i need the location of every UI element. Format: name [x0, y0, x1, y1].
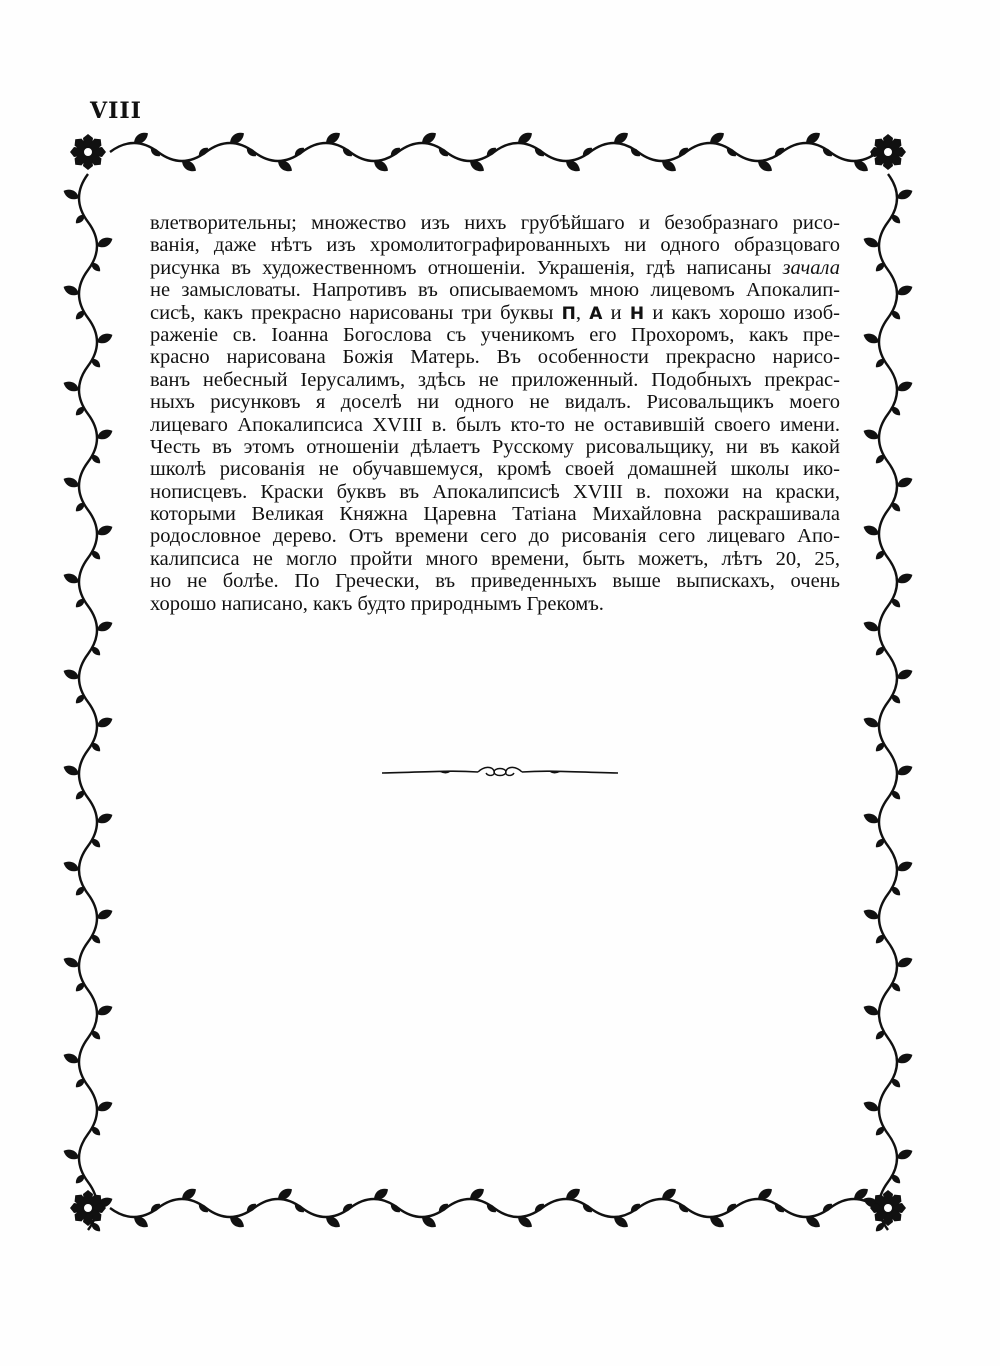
- text-segment: сисѣ, какъ прекрасно нарисованы три буквы: [150, 301, 562, 324]
- text-segment: ,: [575, 301, 590, 324]
- italic-term: зачала: [782, 256, 840, 279]
- rosette-icon: [70, 1190, 106, 1226]
- vine-stem: [879, 174, 897, 1230]
- text-segment: лицеваго Апокалипсиса XVIII в. былъ кто-то не оставившій своего имени.: [150, 413, 840, 436]
- text-line: [150, 436, 840, 458]
- text-line: [150, 481, 840, 503]
- text-line: [150, 234, 840, 256]
- text-segment: влетворительны; множество изъ нихъ грубѣйшаго и безобразнаго рисо-: [150, 212, 840, 234]
- rosette-icon: [70, 134, 106, 170]
- text-line: [150, 391, 840, 413]
- text-line: [150, 257, 840, 279]
- text-segment: но не болѣе. По Гречески, въ приведенныхъ выше выпискахъ, очень: [150, 570, 840, 593]
- text-segment: калипсиса не могло пройти много времени, быть можетъ, лѣтъ 20, 25,: [150, 547, 840, 570]
- text-segment: раженіе св. Іоанна Богослова съ ученикомъ его Прохоромъ, какъ пре-: [150, 323, 840, 346]
- text-line: [150, 570, 840, 592]
- text-line: [150, 279, 840, 301]
- text-line: [150, 525, 840, 547]
- text-segment: и: [602, 301, 630, 324]
- text-line: [150, 369, 840, 391]
- swash-divider-icon: [380, 762, 620, 782]
- text-segment: которыми Великая Княжна Царевна Татіана Михайловна раскрашивала: [150, 503, 840, 526]
- text-segment: красно нарисована Божія Матерь. Въ особенности прекрасно нарисо-: [150, 346, 840, 369]
- text-segment: и какъ хорошо изоб-: [644, 301, 840, 324]
- rosette-icon: [870, 1190, 906, 1226]
- text-segment: ванія, даже нѣтъ изъ хромолитографированныхъ ни одного образцоваго: [150, 234, 840, 257]
- text-segment: ванъ небесный Іерусалимъ, здѣсь не приложенный. Подобныхъ прекрас-: [150, 368, 840, 391]
- vine-stem: [110, 143, 878, 161]
- text-line: [150, 593, 840, 615]
- initial-letter: Н: [629, 303, 645, 324]
- text-line: [150, 503, 840, 525]
- initial-letter: А: [589, 303, 603, 324]
- text-segment: родословное дерево. Отъ времени сего до рисованія сего лицеваго Апо-: [150, 525, 840, 548]
- text-line: [150, 302, 840, 324]
- body-text: [150, 212, 840, 615]
- text-line: [150, 324, 840, 346]
- text-segment: нописцевъ. Краски буквъ въ Апокалипсисѣ XVIII в. похожи на краски,: [150, 480, 840, 503]
- text-segment: школѣ рисованія не обучавшемуся, кромѣ своей домашней школы ико-: [150, 458, 840, 481]
- vine-stem: [110, 1199, 878, 1217]
- rosette-icon: [870, 134, 906, 170]
- vine-stem: [79, 174, 97, 1230]
- text-segment: рисунка въ художественномъ отношеніи. Украшенія, гдѣ написаны: [150, 256, 783, 279]
- text-line: [150, 212, 840, 234]
- text-line: [150, 414, 840, 436]
- text-line: [150, 346, 840, 368]
- text-segment: хорошо написано, какъ будто природнымъ Грекомъ.: [150, 592, 604, 615]
- text-line: [150, 458, 840, 480]
- text-segment: не замысловаты. Напротивъ въ описываемомъ мною лицевомъ Апокалип-: [150, 279, 840, 302]
- text-segment: Честь въ этомъ отношеніи дѣлаетъ Русскому рисовальщику, ни въ какой: [150, 435, 840, 458]
- text-segment: ныхъ рисунковъ я доселѣ ни одного не видалъ. Рисовальщикъ моего: [150, 391, 840, 414]
- text-line: [150, 548, 840, 570]
- initial-letter: П: [561, 303, 576, 324]
- page-number: VIII: [90, 98, 142, 124]
